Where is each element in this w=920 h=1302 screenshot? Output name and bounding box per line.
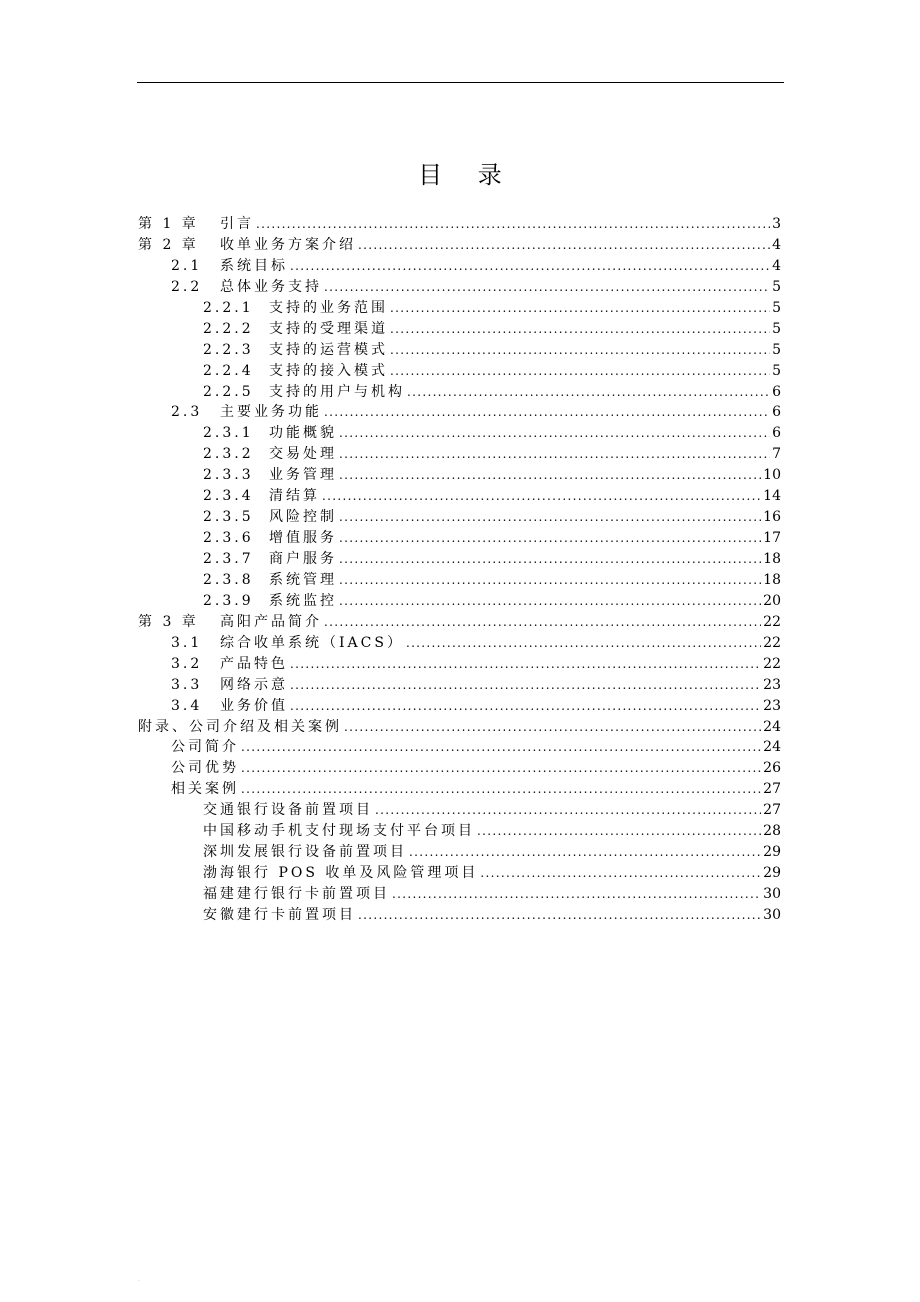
toc-entry-page: 18 bbox=[763, 571, 781, 588]
toc-dot-leader bbox=[290, 256, 770, 277]
toc-entry[interactable] bbox=[138, 842, 781, 863]
toc-dot-leader bbox=[390, 361, 770, 382]
toc-entry-page: 4 bbox=[772, 257, 781, 274]
toc-entry-page: 5 bbox=[772, 341, 781, 358]
toc-entry[interactable] bbox=[138, 444, 781, 465]
toc-entry-page: 5 bbox=[772, 362, 781, 379]
toc-entry-title: 安徽建行卡前置项目 bbox=[203, 906, 356, 923]
toc-entry-page: 23 bbox=[763, 676, 781, 693]
toc-entry-page: 3 bbox=[772, 216, 781, 232]
toc-entry[interactable] bbox=[138, 549, 781, 570]
toc-entry[interactable] bbox=[138, 319, 781, 340]
toc-entry-page: 22 bbox=[763, 655, 781, 672]
page-title: 目 录 bbox=[418, 161, 516, 189]
toc-entry[interactable] bbox=[138, 235, 781, 256]
toc-entry-page: 27 bbox=[763, 802, 781, 819]
toc-dot-leader bbox=[324, 402, 770, 423]
toc-dot-leader bbox=[480, 863, 761, 884]
toc-entry-page: 17 bbox=[763, 530, 781, 547]
toc-entry[interactable] bbox=[138, 465, 781, 486]
toc-dot-leader bbox=[390, 298, 770, 319]
toc-entry-title: 风险控制 bbox=[269, 509, 337, 526]
toc-entry-title: 支持的受理渠道 bbox=[269, 320, 388, 337]
toc-entry-page: 7 bbox=[772, 446, 781, 463]
toc-entry-number: 2.3.2 bbox=[203, 446, 254, 463]
toc-entry-page: 5 bbox=[772, 278, 781, 295]
toc-entry-title: 交易处理 bbox=[269, 446, 337, 463]
toc-entry-page: 18 bbox=[763, 551, 781, 567]
toc-dot-leader bbox=[241, 779, 761, 800]
toc-entry-title: 支持的用户与机构 bbox=[269, 383, 405, 400]
toc-dot-leader bbox=[339, 423, 770, 444]
toc-entry-page: 16 bbox=[763, 509, 781, 526]
toc-entry[interactable] bbox=[138, 277, 781, 298]
toc-entry-title: 清结算 bbox=[269, 488, 320, 505]
toc-entry-page: 5 bbox=[772, 299, 781, 316]
toc-entry[interactable] bbox=[138, 884, 781, 905]
toc-dot-leader bbox=[390, 319, 770, 340]
toc-entry-title: 支持的运营模式 bbox=[269, 341, 388, 358]
toc-entry[interactable] bbox=[138, 863, 781, 884]
toc-dot-leader bbox=[290, 696, 761, 717]
toc-entry-number: 3.2 bbox=[171, 655, 203, 672]
toc-dot-leader bbox=[290, 654, 761, 675]
toc-entry-title: 交通银行设备前置项目 bbox=[203, 802, 373, 819]
toc-entry-number: 2.2.1 bbox=[203, 299, 254, 316]
toc-entry[interactable] bbox=[138, 717, 781, 738]
toc-entry-title: 公司简介 bbox=[171, 739, 239, 756]
toc-entry-number: 2.2.5 bbox=[203, 383, 254, 400]
toc-entry[interactable] bbox=[138, 737, 781, 758]
toc-entry[interactable] bbox=[138, 423, 781, 444]
toc-entry-page: 6 bbox=[772, 425, 781, 442]
toc-entry[interactable] bbox=[138, 675, 781, 696]
toc-entry-number: 3.1 bbox=[171, 634, 203, 651]
toc-entry-number: 2.3.4 bbox=[203, 488, 254, 505]
toc-dot-leader bbox=[358, 905, 761, 926]
toc-dot-leader bbox=[256, 214, 770, 235]
toc-entry-number: 2.3.6 bbox=[203, 530, 254, 547]
toc-entry-title: 系统监控 bbox=[269, 592, 337, 609]
toc-entry-page: 5 bbox=[772, 320, 781, 337]
toc-entry-number: 2.2 bbox=[171, 278, 203, 295]
toc-entry-page: 24 bbox=[763, 739, 781, 756]
toc-entry[interactable] bbox=[138, 633, 781, 654]
toc-dot-leader bbox=[339, 528, 761, 549]
toc-entry-page: 10 bbox=[763, 467, 781, 484]
toc-dot-leader bbox=[339, 507, 761, 528]
toc-dot-leader bbox=[392, 884, 761, 905]
toc-entry-title: 公司优势 bbox=[171, 760, 239, 777]
toc-entry-number: 2.2.3 bbox=[203, 341, 254, 358]
toc-entry[interactable] bbox=[138, 402, 781, 423]
toc-dot-leader bbox=[322, 486, 761, 507]
toc-entry-title: 高阳产品简介 bbox=[220, 613, 322, 630]
toc-entry[interactable] bbox=[138, 821, 781, 842]
toc-entry-page: 29 bbox=[763, 844, 781, 861]
toc-entry-page: 24 bbox=[763, 718, 781, 735]
toc-dot-leader bbox=[241, 737, 761, 758]
toc-entry-title: 支持的业务范围 bbox=[269, 299, 388, 316]
toc-entry-number: 2.3.7 bbox=[203, 551, 254, 567]
toc-dot-leader bbox=[406, 633, 761, 654]
toc-entry-title: 系统目标 bbox=[220, 257, 288, 274]
toc-entry-title: 相关案例 bbox=[171, 781, 239, 798]
toc-dot-leader bbox=[339, 570, 761, 591]
toc-dot-leader bbox=[241, 758, 761, 779]
toc-entry[interactable] bbox=[138, 486, 781, 507]
header-rule bbox=[137, 82, 784, 83]
toc-dot-leader bbox=[409, 842, 761, 863]
toc-entry-page: 23 bbox=[763, 697, 781, 714]
toc-entry[interactable] bbox=[138, 654, 781, 675]
toc-entry-title: 产品特色 bbox=[220, 655, 288, 672]
toc-entry[interactable] bbox=[138, 591, 781, 612]
toc-entry-page: 20 bbox=[763, 592, 781, 609]
toc-entry[interactable] bbox=[138, 758, 781, 779]
toc-entry-title: 主要业务功能 bbox=[220, 404, 322, 421]
toc-entry-number: 2.2.2 bbox=[203, 320, 254, 337]
toc-entry-title: 商户服务 bbox=[269, 551, 337, 567]
toc-entry-number: 第 1 章 bbox=[138, 216, 199, 232]
toc-entry-title: 业务价值 bbox=[220, 697, 288, 714]
toc-entry-title: 综合收单系统（IACS） bbox=[220, 634, 404, 651]
footer-mark: . bbox=[138, 1276, 140, 1283]
toc-entry[interactable] bbox=[138, 779, 781, 800]
toc-entry-title: 业务管理 bbox=[269, 467, 337, 484]
toc-entry-number: 2.2.4 bbox=[203, 362, 254, 379]
toc-entry-page: 22 bbox=[763, 634, 781, 651]
toc-entry-number: 2.3.8 bbox=[203, 571, 254, 588]
toc-entry-page: 6 bbox=[772, 383, 781, 400]
toc-entry-number: 2.3.1 bbox=[203, 425, 254, 442]
toc-entry-title: 功能概貌 bbox=[269, 425, 337, 442]
toc-entry-page: 27 bbox=[763, 781, 781, 798]
toc-entry-page: 22 bbox=[763, 613, 781, 630]
toc-entry-page: 30 bbox=[763, 906, 781, 923]
toc-entry[interactable] bbox=[138, 696, 781, 717]
toc-entry-title: 总体业务支持 bbox=[220, 278, 322, 295]
toc-dot-leader bbox=[358, 235, 770, 256]
toc-entry[interactable] bbox=[138, 340, 781, 361]
toc-dot-leader bbox=[344, 717, 761, 738]
toc-entry-page: 14 bbox=[763, 488, 781, 505]
toc-entry-title: 附录、公司介绍及相关案例 bbox=[138, 718, 342, 735]
toc-dot-leader bbox=[390, 340, 770, 361]
toc-entry-number: 2.3 bbox=[171, 404, 203, 421]
toc-entry-title: 收单业务方案介绍 bbox=[220, 236, 356, 253]
toc-entry-number: 3.4 bbox=[171, 697, 203, 714]
toc-entry-number: 2.3.9 bbox=[203, 592, 254, 609]
toc-entry-title: 渤海银行 POS 收单及风险管理项目 bbox=[203, 865, 479, 882]
toc-entry-title: 深圳发展银行设备前置项目 bbox=[203, 844, 407, 861]
toc-entry-title: 引言 bbox=[220, 216, 254, 232]
toc-entry-number: 第 3 章 bbox=[138, 613, 199, 630]
toc-entry[interactable] bbox=[138, 507, 781, 528]
toc-entry-number: 2.3.3 bbox=[203, 467, 254, 484]
toc-entry[interactable] bbox=[138, 256, 781, 277]
toc-dot-leader bbox=[339, 549, 761, 570]
toc-entry-title: 增值服务 bbox=[269, 530, 337, 547]
toc-entry-page: 30 bbox=[763, 886, 781, 902]
toc-entry-page: 6 bbox=[772, 404, 781, 421]
toc-entry[interactable] bbox=[138, 612, 781, 633]
toc-entry[interactable] bbox=[138, 214, 781, 235]
toc-entry-page: 26 bbox=[763, 760, 781, 777]
toc-dot-leader bbox=[407, 382, 770, 403]
toc-entry-title: 福建建行银行卡前置项目 bbox=[203, 886, 390, 902]
toc-dot-leader bbox=[324, 277, 770, 298]
toc-entry-title: 中国移动手机支付现场支付平台项目 bbox=[203, 823, 475, 840]
toc-entry-page: 28 bbox=[763, 823, 781, 840]
toc-entry-number: 2.3.5 bbox=[203, 509, 254, 526]
toc-entry[interactable] bbox=[138, 800, 781, 821]
toc-entry-number: 3.3 bbox=[171, 676, 203, 693]
toc-entry[interactable] bbox=[138, 361, 781, 382]
toc-dot-leader bbox=[375, 800, 761, 821]
toc-entry-title: 支持的接入模式 bbox=[269, 362, 388, 379]
toc-dot-leader bbox=[339, 444, 770, 465]
toc-entry[interactable] bbox=[138, 905, 781, 926]
toc-entry-title: 系统管理 bbox=[269, 571, 337, 588]
toc-entry-page: 29 bbox=[763, 865, 781, 882]
toc-entry-number: 2.1 bbox=[171, 257, 203, 274]
toc-dot-leader bbox=[477, 821, 761, 842]
table-of-contents bbox=[138, 214, 781, 926]
toc-entry[interactable] bbox=[138, 382, 781, 403]
toc-entry[interactable] bbox=[138, 570, 781, 591]
toc-entry[interactable] bbox=[138, 298, 781, 319]
toc-dot-leader bbox=[290, 675, 761, 696]
toc-dot-leader bbox=[339, 465, 761, 486]
toc-entry-page: 4 bbox=[772, 236, 781, 253]
toc-entry[interactable] bbox=[138, 528, 781, 549]
toc-dot-leader bbox=[339, 591, 761, 612]
toc-dot-leader bbox=[324, 612, 761, 633]
toc-entry-title: 网络示意 bbox=[220, 676, 288, 693]
toc-entry-number: 第 2 章 bbox=[138, 236, 199, 253]
